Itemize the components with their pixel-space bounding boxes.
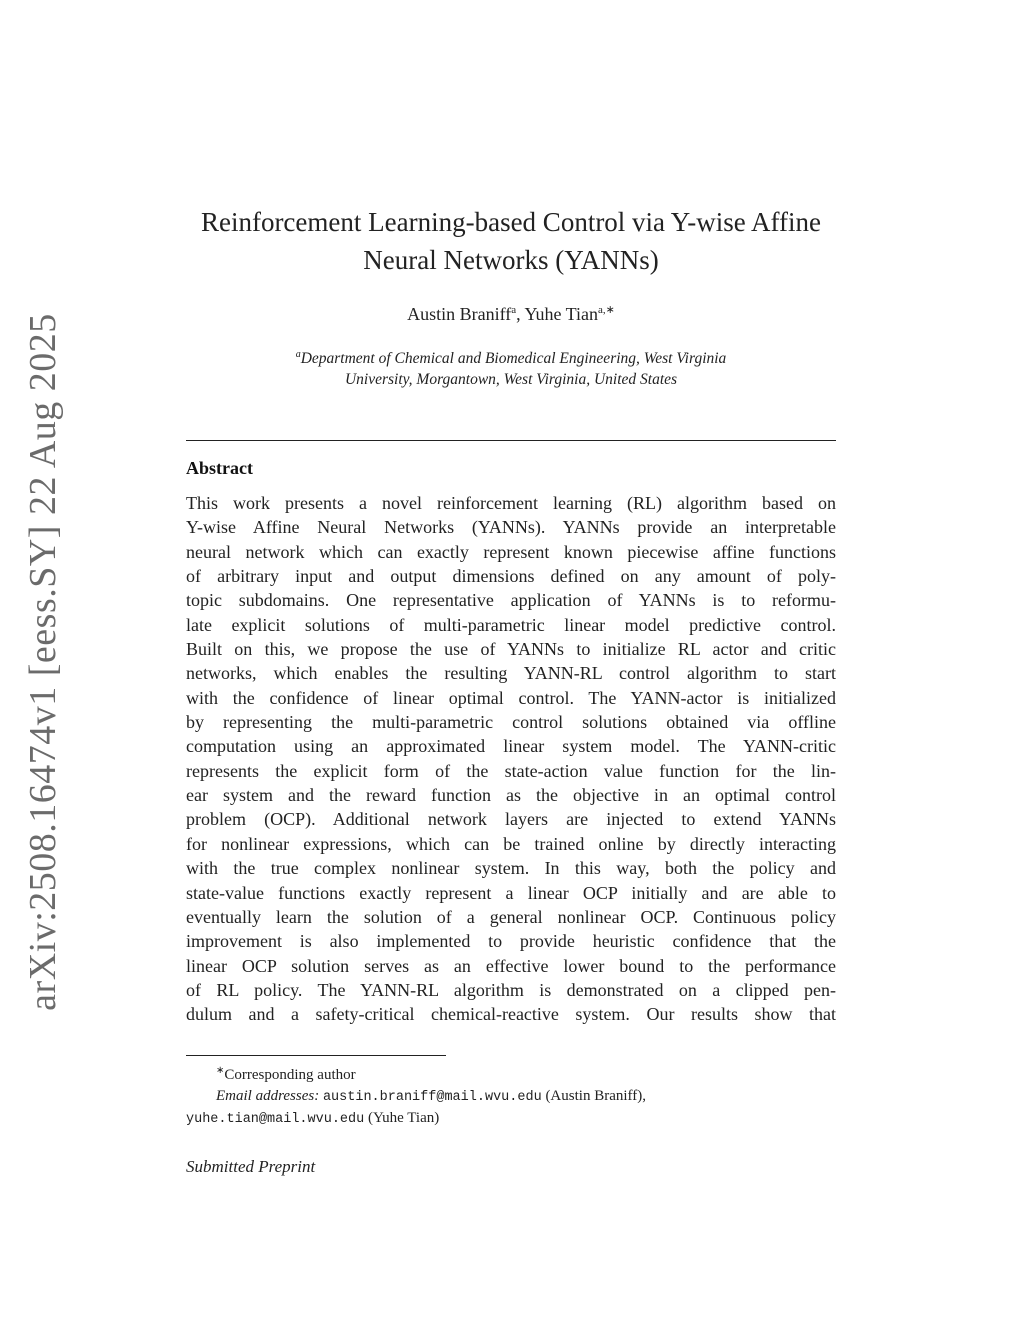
email-line-2 [186,1108,836,1130]
submitted-preprint-label: Submitted Preprint [186,1157,316,1176]
author-name: Austin Braniff [407,304,512,324]
abstract-line: of arbitrary input and output dimensions defined on any amount of poly- [186,566,836,587]
abstract-line: topic subdomains. One representative application of YANNs is to reformu- [186,590,836,611]
abstract-line: linear OCP solution serves as an effective lower bound to the performance [186,955,836,976]
email-name-2: (Yuhe Tian) [367,1110,440,1126]
title-line-2: Neural Networks (YANNs) [363,245,659,275]
abstract-line: ear system and the reward function as the objective in an optimal control [186,785,836,806]
affiliation-line-1: $^a$Department of Chemical and Biomedical Engineering, West Virginia [295,349,727,368]
email-name-1: (Austin Braniff), [545,1088,646,1104]
abstract-line: by representing the multi-parametric control solutions obtained via offline [186,712,836,733]
abstract-line: of RL policy. The YANN-RL algorithm is demonstrated on a clipped pen- [186,979,836,1000]
footnote-mark: ∗ [216,1065,225,1076]
author-separator: , [516,304,525,324]
affiliation-mark: a [295,349,301,360]
abstract-line: for nonlinear expressions, which can be trained online by directly interacting [186,833,836,854]
footnotes [186,1060,836,1130]
abstract-line: with the confidence of linear optimal control. The YANN-actor is initialized [186,687,836,708]
abstract-body [186,491,836,1027]
abstract-line: eventually learn the solution of a general nonlinear OCP. Continuous policy [186,906,836,927]
email-link-2[interactable]: yuhe.tian@mail.wvu.edu [186,1112,365,1127]
abstract-line: Y-wise Affine Neural Networks (YANNs). YANNs provide an interpretable [186,517,836,538]
email-addresses-line [186,1086,836,1108]
abstract-line: This work presents a novel reinforcement learning (RL) algorithm based on [186,493,836,513]
abstract-line: represents the explicit form of the state-action value function for the lin- [186,760,836,781]
footnote-divider [186,1055,446,1056]
email-link-1[interactable]: austin.braniff@mail.wvu.edu [322,1090,542,1105]
abstract-line: with the true complex nonlinear system. In this way, both the policy and [186,858,836,879]
abstract-line: neural network which can exactly represent known piecewise affine functions [186,541,836,562]
arxiv-identifier-stamp[interactable]: arXiv:2508.16474v1 [eess.SY] 22 Aug 2025 [22,313,64,1011]
abstract-line: state-value functions exactly represent a linear OCP initially and are able to [186,882,836,903]
abstract-line: late explicit solutions of multi-parametric linear model predictive control. [186,614,836,635]
abstract-line: improvement is also implemented to provide heuristic confidence that the [186,931,836,952]
paper-title [186,203,836,279]
author-list [186,303,836,325]
abstract-line: Built on this, we propose the use of YANNs to initialize RL actor and critic [186,639,836,660]
author-affiliation-mark: a [511,304,517,316]
affiliation [186,344,836,390]
abstract-line: problem (OCP). Additional network layers are injected to extend YANNs [186,809,836,830]
author-name: Yuhe Tian [524,304,599,324]
abstract-line: computation using an approximated linear system model. The YANN-critic [186,736,836,757]
affiliation-line-2: University, Morgantown, West Virginia, United States [344,371,678,389]
abstract-heading: Abstract [186,458,253,478]
abstract-line: dulum and a safety-critical chemical-reactive system. Our results show that [186,1004,836,1025]
abstract-line: networks, which enables the resulting YANN-RL control algorithm to start [186,663,836,684]
title-line-1: Reinforcement Learning-based Control via Y-wise Affine [200,207,822,237]
author-affiliation-mark: a,∗ [598,304,615,316]
corresponding-author-note: ∗Corresponding author [216,1065,356,1083]
title-divider [186,440,836,441]
email-label: Email addresses: [216,1088,320,1104]
